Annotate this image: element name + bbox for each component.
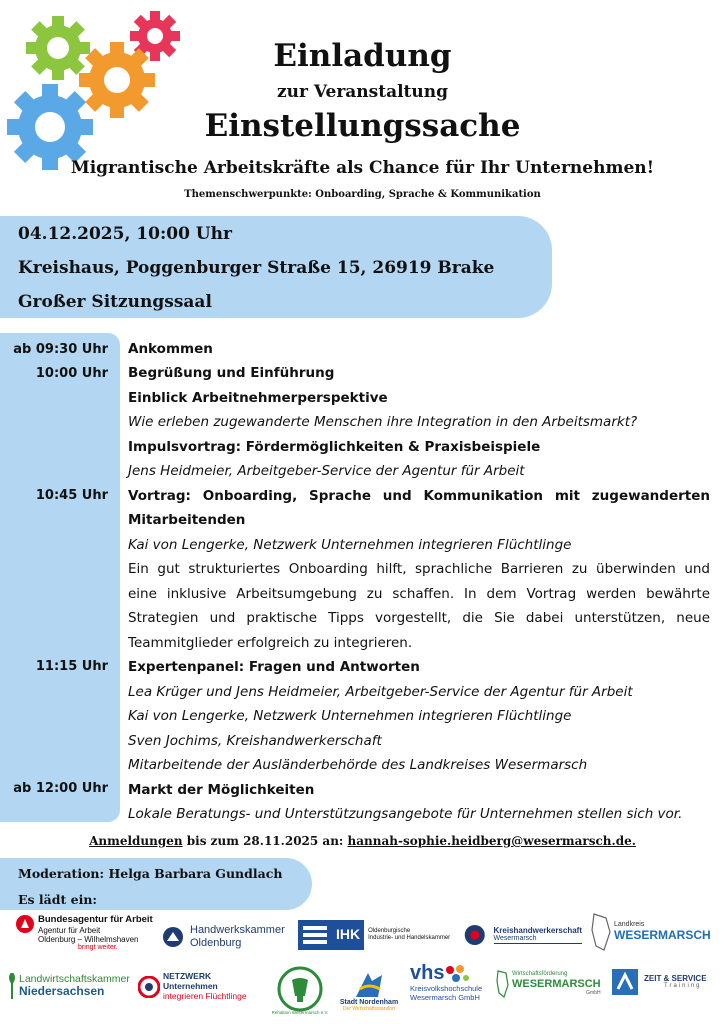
- rehaltion-emblem-icon: [277, 966, 323, 1012]
- logo-zeit-und-service: [610, 966, 722, 998]
- event-datetime: 04.12.2025, 10:00 Uhr: [18, 224, 232, 244]
- ba-logo-icon: [16, 915, 34, 933]
- agenda-talk-title: Vortrag: Onboarding, Sprache und Kommunikation mit zugewanderten: [128, 488, 710, 504]
- ihk-line1: Oldenburgische: [368, 928, 411, 935]
- logo-landkreis-wesermarsch: [590, 908, 720, 956]
- event-location: Kreishaus, Poggenburger Straße 15, 26919 Brake: [18, 258, 495, 278]
- title-event-name: Einstellungssache: [204, 108, 521, 144]
- agenda-perspective: Einblick Arbeitnehmerperspektive: [128, 390, 388, 406]
- time-0930: ab 09:30 Uhr: [13, 342, 108, 357]
- time-1200: ab 12:00 Uhr: [13, 781, 108, 796]
- agenda-panelist: Kai von Lengerke, Netzwerk Unternehmen integrieren Flüchtlinge: [128, 708, 572, 724]
- logo-kreishandwerkerschaft: [462, 920, 582, 950]
- logo-netzwerk-unternehmen: [138, 972, 268, 1002]
- hwk-logo-icon: [162, 926, 184, 948]
- logo-ihk: [298, 918, 458, 952]
- registration-note: [0, 834, 725, 848]
- zs-name: ZEIT & SERVICE: [644, 973, 707, 983]
- lwk-region: Niedersachsen: [19, 984, 105, 999]
- agenda-talk-title-cont: Mitarbeitenden: [128, 512, 246, 528]
- nordenham-logo-icon: [354, 969, 384, 999]
- ihk-label: IHK: [332, 920, 364, 950]
- hwk-name: Handwerkskammer: [190, 924, 285, 937]
- agenda-talk-desc: Ein gut strukturiertes Onboarding hilft, sprachliche Barrieren zu überwinden und: [128, 561, 710, 577]
- wf-map-icon: [496, 969, 510, 999]
- wf-name: WESERMARSCH: [512, 978, 601, 991]
- netzwerk-line2: integrieren Flüchtlinge: [162, 990, 247, 1001]
- agenda-talk-desc: Teammitglieder erfolgreich zu integrieren.: [128, 635, 413, 651]
- lwk-leaf-icon: [8, 973, 16, 999]
- ihk-emblem-icon: [298, 920, 332, 950]
- agenda-panel: Expertenpanel: Fragen und Antworten: [128, 659, 420, 675]
- agenda-welcome: Begrüßung und Einführung: [128, 365, 335, 381]
- vhs-line2: Wesermarsch GmbH: [410, 992, 480, 1002]
- title-invitation: Einladung: [273, 38, 452, 74]
- green-gear-icon: [26, 16, 90, 80]
- wf-label: Wirtschaftsförderung: [512, 971, 568, 978]
- logo-bundesagentur: [16, 915, 166, 963]
- ba-region: Oldenburg – Wilhelmshaven: [38, 935, 139, 945]
- agenda-panelist: Lea Krüger und Jens Heidmeier, Arbeitgeber-Service der Agentur für Arbeit: [128, 684, 633, 700]
- logo-handwerkskammer: [162, 922, 292, 952]
- vhs-label: vhs: [410, 962, 445, 984]
- event-info-box: [0, 216, 552, 318]
- registration-deadline: bis zum 28.11.2025 an:: [182, 834, 348, 848]
- ihk-line2: Industrie- und Handelskammer: [368, 935, 451, 941]
- ba-name: Bundesagentur für Arbeit: [38, 914, 153, 925]
- time-1045: 10:45 Uhr: [35, 488, 108, 503]
- netzwerk-line1: NETZWERK Unternehmen: [162, 971, 218, 992]
- zs-claim: Training: [664, 983, 702, 990]
- agenda-market: Markt der Möglichkeiten: [128, 782, 315, 798]
- time-1115: 11:15 Uhr: [35, 659, 108, 674]
- lk-map-icon: [590, 912, 612, 952]
- subtitle: Migrantische Arbeitskräfte als Chance für Ihr Unternehmen!: [70, 158, 655, 178]
- agenda-perspective-question: Wie erleben zugewanderte Menschen ihre Integration in den Arbeitsmarkt?: [128, 414, 638, 430]
- agenda-talk-desc: eine inklusive Arbeitsumgebung zu schaffen. In dem Vortrag werden bewährte: [128, 586, 710, 602]
- logo-vhs: [410, 962, 492, 1014]
- lwk-name: Landwirtschaftskammer: [19, 973, 130, 986]
- logo-rehaltion: [272, 962, 328, 1018]
- logo-landwirtschaftskammer: [8, 970, 136, 1002]
- agenda-talk-speaker: Kai von Lengerke, Netzwerk Unternehmen integrieren Flüchtlinge: [128, 537, 572, 553]
- logo-wirtschaftsfoerderung: [496, 966, 604, 1002]
- lk-name: WESERMARSCH: [614, 928, 711, 943]
- zs-logo-icon: [610, 967, 640, 997]
- netzwerk-icon: [138, 976, 160, 998]
- agenda-talk-desc: Strategien und praktische Tipps vorgestellt, die Sie dabei unterstützen, neue: [128, 610, 710, 626]
- gears-illustration: [0, 0, 190, 180]
- agenda-arrival: Ankommen: [128, 341, 213, 357]
- wf-suffix: GmbH: [586, 989, 601, 996]
- agenda-time-column: [0, 333, 120, 822]
- event-room: Großer Sitzungssaal: [18, 292, 212, 312]
- vhs-line1: Kreisvolkshochschule: [410, 984, 483, 993]
- agenda-panelist: Mitarbeitende der Ausländerbehörde des Landkreises Wesermarsch: [128, 757, 588, 773]
- khw-logo-icon: [462, 922, 488, 948]
- vhs-dots-icon: [444, 964, 470, 984]
- nordenham-name: Stadt Nordenham: [339, 998, 399, 1006]
- agenda-panelist: Sven Jochims, Kreishandwerkerschaft: [128, 733, 382, 749]
- ba-claim: bringt weiter.: [78, 944, 118, 952]
- agenda-impulse: Impulsvortrag: Fördermöglichkeiten & Praxisbeispiele: [128, 439, 541, 455]
- topics: Themenschwerpunkte: Onboarding, Sprache & Kommunikation: [184, 189, 541, 200]
- agenda-impulse-speaker: Jens Heidmeier, Arbeitgeber-Service der Agentur für Arbeit: [128, 463, 525, 479]
- nordenham-claim: Der Wirtschaftsstandort: [342, 1005, 396, 1012]
- orange-gear-icon: [79, 42, 155, 118]
- ba-sub: Agentur für Arbeit: [38, 925, 101, 935]
- title-event-label: zur Veranstaltung: [276, 82, 449, 102]
- registration-label: Anmeldungen: [89, 834, 183, 848]
- logo-stadt-nordenham: [334, 962, 404, 1018]
- registration-email-link[interactable]: hannah-sophie.heidberg@wesermarsch.de.: [347, 834, 636, 848]
- moderation: Moderation: Helga Barbara Gundlach: [18, 866, 283, 881]
- agenda-market-desc: Lokale Beratungs- und Unterstützungsangebote für Unternehmen stellen sich vor.: [128, 806, 683, 822]
- lk-label: Landkreis: [614, 921, 645, 929]
- khw-name: Kreishandwerkerschaft: [493, 925, 582, 935]
- invited-by: Es lädt ein:: [18, 892, 98, 907]
- khw-region: Wesermarsch: [493, 935, 537, 943]
- moderation-box: [0, 858, 312, 910]
- time-1000: 10:00 Uhr: [35, 366, 108, 381]
- hwk-city: Oldenburg: [190, 937, 242, 949]
- rehaltion-name: Rehaltion Wesermarsch e.V.: [271, 1009, 329, 1015]
